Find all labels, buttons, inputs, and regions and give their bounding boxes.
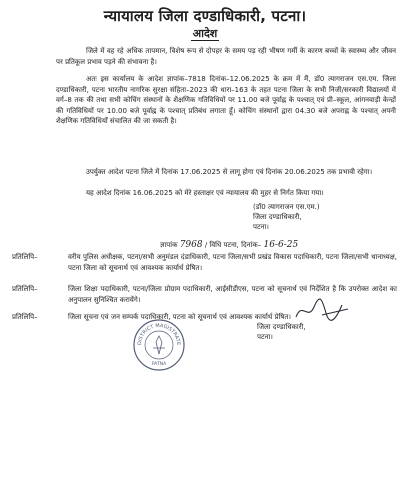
copy-label: प्रतिलिपि– xyxy=(12,253,38,261)
memo-number: 7968 xyxy=(179,240,203,250)
order-heading-text: आदेश xyxy=(192,27,218,40)
court-title: न्यायालय जिला दण्डाधिकारी, पटना। xyxy=(103,7,307,25)
svg-text:DISTRICT MAGISTRATE: DISTRICT MAGISTRATE xyxy=(136,322,182,346)
paragraph-effective-dates: उपर्युक्त आदेश पटना जिले में दिनांक 17.06.2025 से लागू होगा एवं दिनांक 20.06.2025 तक प्रभावी रहेगा। xyxy=(86,168,373,176)
signatory-designation: जिला दण्डाधिकारी, xyxy=(253,213,302,221)
seal-city: PATNA xyxy=(151,362,167,367)
paragraph-order-details: अतः इस कार्यालय के आदेश ज्ञापांक–7818 दिनांक–12.06.2025 के क्रम में मैं, डॉ0 त्यागराजन एस.एम. जिला दण्डाधिकारी, पटना भारतीय नागरिक सुरक्षा संहिता–2023 की धारा–163 के तहत पटना जिला के सभी निजी/सरकारी विद्यालयों में वर्ग–8 तक की तथा सभी कोचिंग संस्थानों के शैक्षणिक गतिविधियों पर 11.00 बजे पूर्वाह्न के पश्चात् एवं प्री–स्कूल, आंगनवाड़ी केन्द्रों की गतिविधियों पर 10.00 बजे पूर्वाह्न के पश्चात् प्रतिबंध लगाता हूँ। कोचिंग संस्थानों द्वारा 04.30 बजे अपराह्न के पश्चात् अपनी शैक्षणिक गतिविधियाँ संचालित की जा सकती है। xyxy=(56,75,396,125)
signature-block-bottom xyxy=(257,322,306,342)
memo-date: 16-6-25 xyxy=(263,240,299,250)
copy-text: जिला सूचना एवं जन सम्पर्क पदाधिकारी, पटना को सूचनार्थ एवं आवश्यक कार्यार्थ प्रेषित। xyxy=(68,313,291,321)
memo-date-label: / विधि पटना, दिनांक– xyxy=(204,241,262,249)
copy-text: वरीय पुलिस अधीक्षक, पटना/सभी अनुमंडल दंडाधिकारी, पटना जिला/सभी प्रखंड विकास पदाधिकारी, पटना जिला/सभी थानाध्यक्ष, पटना जिला को सूचनार्थ एवं आवश्यक कार्यार्थ प्रेषित। xyxy=(68,253,397,272)
copy-text: जिला शिक्षा पदाधिकारी, पटना/जिला प्रोग्राम पदाधिकारी, आईसीडीएस, पटना को सूचनार्थ एवं निर्देशित है कि उपरोक्त आदेश का अनुपालन सुनिश्चित करायेंगे। xyxy=(68,285,397,304)
emblem-icon xyxy=(153,336,165,354)
paragraph-issue-date: यह आदेश दिनांक 16.06.2025 को मेरे हस्ताक्षर एवं न्यायालय की मुहर से निर्गत किया गया। xyxy=(86,189,324,197)
signature-block-top xyxy=(253,202,320,232)
paragraph-heat-warning: जिले में वह रहे अधिक तापमान, विशेष रूप से दोपहर के समय पड़ रही भीषण गर्मी के कारण बच्चों के स्वास्थ्य और जीवन पर प्रतिकूल प्रभाव पड़ने की संभावना है। xyxy=(56,47,396,66)
copy-label: प्रतिलिपि– xyxy=(12,285,38,293)
handwritten-signature xyxy=(292,295,352,325)
memo-line xyxy=(160,240,298,250)
order-heading xyxy=(0,26,410,41)
district-magistrate-seal xyxy=(132,318,186,372)
copy-label: प्रतिलिपि– xyxy=(12,313,38,321)
signatory-place: पटना। xyxy=(253,223,269,231)
signatory-designation-2: जिला दण्डाधिकारी, xyxy=(257,323,306,331)
signatory-name: (डॉ0 त्यागराजन एस.एम.) xyxy=(253,203,320,211)
memo-label: ज्ञापांक xyxy=(160,241,178,249)
signatory-place-2: पटना। xyxy=(257,333,273,341)
